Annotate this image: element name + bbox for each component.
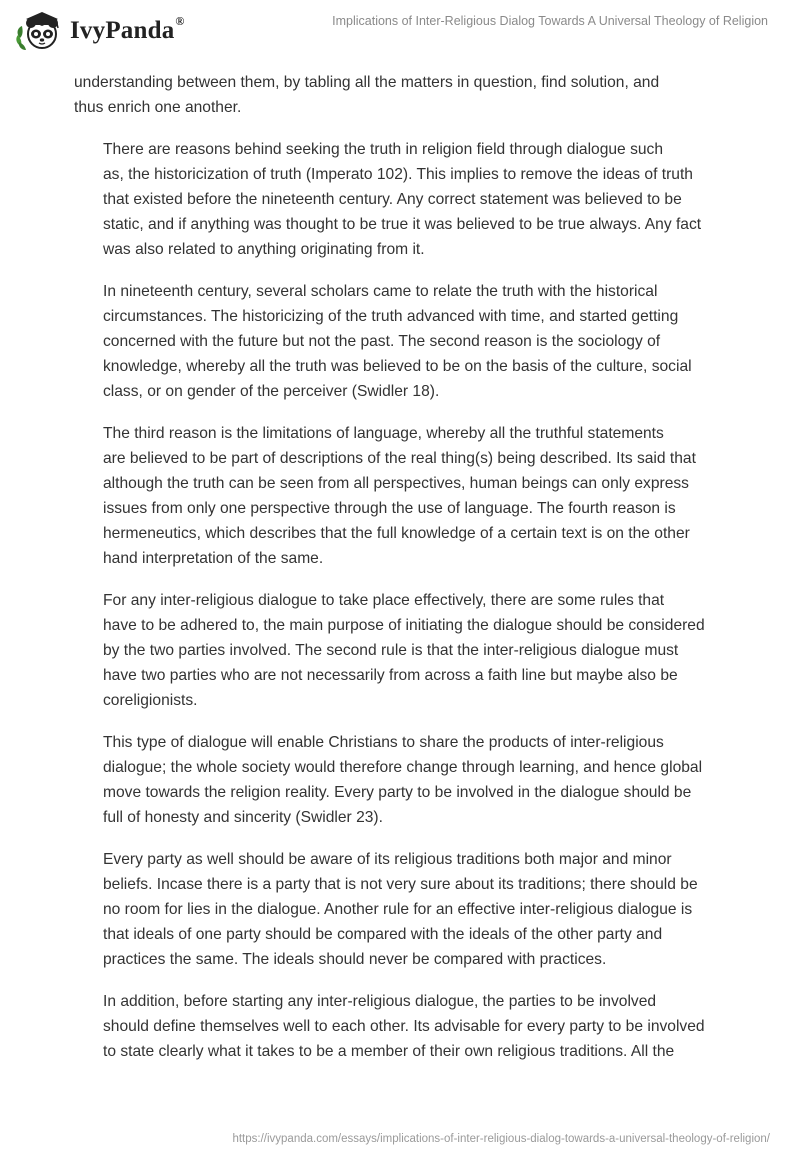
paragraph xyxy=(74,588,734,713)
text-line: class, or on gender of the perceiver (Swidler 18). xyxy=(103,383,440,400)
text-line: have two parties who are not necessarily from across a faith line but maybe also be xyxy=(103,667,678,684)
paragraph xyxy=(74,279,734,404)
text-line: although the truth can be seen from all perspectives, human beings can only express xyxy=(103,475,689,492)
text-line: beliefs. Incase there is a party that is not very sure about its traditions; there should be xyxy=(103,876,698,893)
brand-name: IvyPanda® xyxy=(70,13,185,44)
text-line: thus enrich one another. xyxy=(74,99,242,116)
text-line: circumstances. The historicizing of the truth advanced with time, and started getting xyxy=(103,308,679,325)
text-line: hermeneutics, which describes that the full knowledge of a certain text is on the other xyxy=(103,525,690,542)
text-line: practices the same. The ideals should never be compared with practices. xyxy=(103,951,607,968)
text-line: no room for lies in the dialogue. Another rule for an effective inter-religious dialogue is xyxy=(103,901,693,918)
text-line: to state clearly what it takes to be a member of their own religious traditions. All the xyxy=(103,1043,675,1060)
text-line: full of honesty and sincerity (Swidler 23). xyxy=(103,809,383,826)
text-line: that ideals of one party should be compared with the ideals of the other party and xyxy=(103,926,663,943)
text-line: In nineteenth century, several scholars came to relate the truth with the historical xyxy=(103,283,658,300)
text-line: The third reason is the limitations of language, whereby all the truthful statements xyxy=(103,425,664,442)
text-line: move towards the religion reality. Every party to be involved in the dialogue should be xyxy=(103,784,692,801)
essay-body xyxy=(74,70,734,1081)
text-line: by the two parties involved. The second rule is that the inter-religious dialogue must xyxy=(103,642,679,659)
text-line: In addition, before starting any inter-religious dialogue, the parties to be involved xyxy=(103,993,657,1010)
page-header xyxy=(0,0,800,60)
paragraph xyxy=(74,137,734,262)
ivypanda-logo[interactable] xyxy=(14,8,185,52)
text-line: There are reasons behind seeking the truth in religion field through dialogue such xyxy=(103,141,664,158)
text-line: dialogue; the whole society would therefore change through learning, and hence global xyxy=(103,759,703,776)
text-line: concerned with the future but not the past. The second reason is the sociology of xyxy=(103,333,661,350)
text-line: understanding between them, by tabling all the matters in question, find solution, and xyxy=(74,74,660,91)
text-line: Every party as well should be aware of its religious traditions both major and minor xyxy=(103,851,672,868)
text-line: For any inter-religious dialogue to take place effectively, there are some rules that xyxy=(103,592,665,609)
text-line: issues from only one perspective through the use of language. The fourth reason is xyxy=(103,500,676,517)
paragraph xyxy=(74,989,734,1064)
text-line: was also related to anything originating from it. xyxy=(103,241,425,258)
text-line: static, and if anything was thought to be true it was believed to be true always. Any fact xyxy=(103,216,702,233)
text-line: knowledge, whereby all the truth was believed to be on the basis of the culture, social xyxy=(103,358,692,375)
paragraph xyxy=(74,70,734,120)
text-line: have to be adhered to, the main purpose of initiating the dialogue should be considered xyxy=(103,617,705,634)
paragraph xyxy=(74,847,734,972)
source-url-link[interactable]: https://ivypanda.com/essays/implications-of-inter-religious-dialog-towards-a-universal-theology-of-religion/ xyxy=(232,1133,770,1145)
paragraph xyxy=(74,730,734,830)
document-title: Implications of Inter-Religious Dialog Towards A Universal Theology of Religion xyxy=(332,14,768,28)
text-line: This type of dialogue will enable Christians to share the products of inter-religious xyxy=(103,734,664,751)
text-line: as, the historicization of truth (Imperato 102). This implies to remove the ideas of truth xyxy=(103,166,693,183)
text-line: hand interpretation of the same. xyxy=(103,550,324,567)
paragraph xyxy=(74,421,734,571)
text-line: are believed to be part of descriptions of the real thing(s) being described. Its said that xyxy=(103,450,696,467)
text-line: should define themselves well to each other. Its advisable for every party to be involved xyxy=(103,1018,705,1035)
text-line: that existed before the nineteenth century. Any correct statement was believed to be xyxy=(103,191,682,208)
text-line: coreligionists. xyxy=(103,692,198,709)
panda-graduate-icon xyxy=(14,8,66,52)
